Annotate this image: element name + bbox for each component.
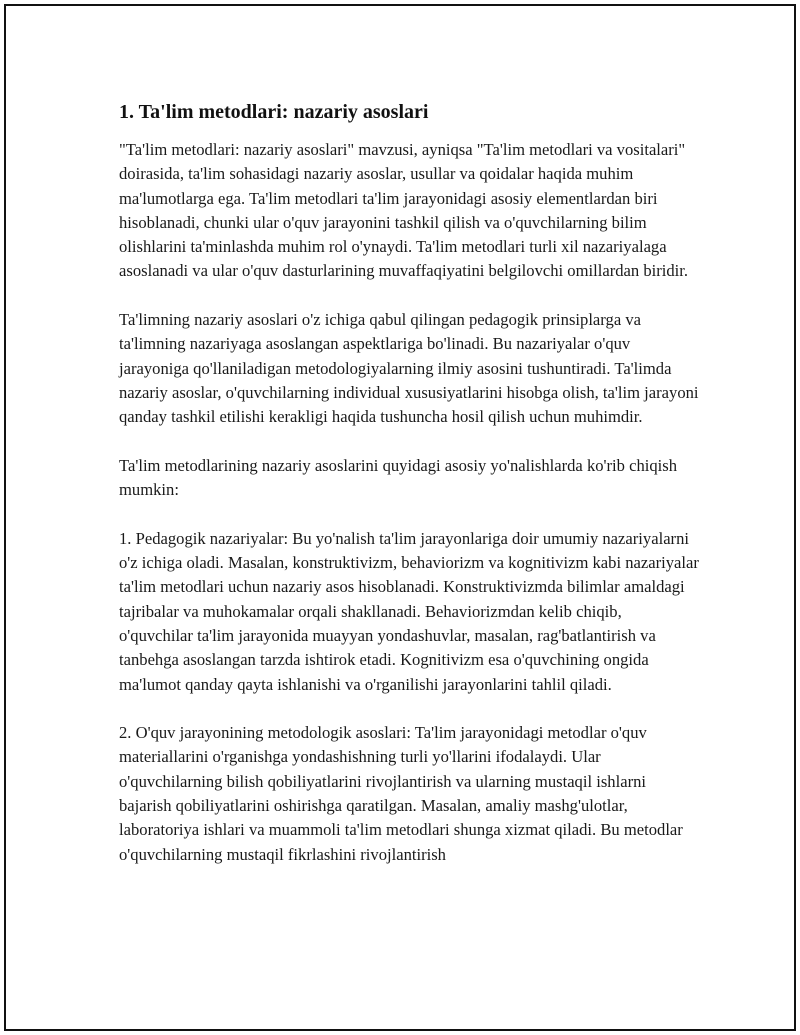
paragraph-pedagogical-theories: 1. Pedagogik nazariyalar: Bu yo'nalish ta'lim jarayonlariga doir umumiy nazariyalarni o'z ichiga oladi. Masalan, konstruktivizm, behaviorizm va kognitivizm kabi nazariyalar ta'lim metodlari uchun nazariy asos hisoblanadi. Konstruktivizmda bilimlar amaldagi tajribalar va muhokamalar orqali shakllanadi. Behaviorizmdan kelib chiqib, o'quvchilar ta'lim jarayonida muayyan yondashuvlar, masalan, rag'batlantirish va tanbehga asoslangan tarzda ishtirok etadi. Kognitivizm esa o'quvchining ongida ma'lumot qanday qayta ishlanishi va o'rganilishi jarayonlarini tahlil qiladi.: [119, 528, 699, 694]
section-heading: 1. Ta'lim metodlari: nazariy asoslari: [119, 101, 429, 123]
paragraph-directions: Ta'lim metodlarining nazariy asoslarini quyidagi asosiy yo'nalishlarda ko'rib chiqish mumkin:: [119, 455, 678, 500]
document-body: [119, 98, 699, 867]
page-frame: [4, 4, 796, 1031]
paragraph-intro: "Ta'lim metodlari: nazariy asoslari" mavzusi, ayniqsa "Ta'lim metodlari va vositalari" doirasida, ta'lim sohasidagi nazariy asoslar, usullar va qoidalar haqida muhim ma'lumotlarga ega. Ta'lim metodlari ta'lim jarayonidagi asosiy elementlardan biri hisoblanadi, chunki ular o'quv jarayonini tashkil qilish va o'quvchilarning bilim olishlarini ta'minlashda muhim rol o'ynaydi. Ta'lim metodlari turli xil nazariyalaga asoslanadi va ular o'quv dasturlarining muvaffaqiyatini belgilovchi omillardan biridir.: [119, 140, 689, 281]
paragraph-theory: Ta'limning nazariy asoslari o'z ichiga qabul qilingan pedagogik prinsiplarga va ta'limning nazariyaga asoslangan aspektlariga bo'linadi. Bu nazariyalar o'quv jarayoniga qo'llaniladigan metodologiyalarning ilmiy asosini tushuntiradi. Ta'limda nazariy asoslar, o'quvchilarning individual xususiyatlarini hisobga olish, ta'lim jarayoni qanday tashkil etilishi kerakligi haqida tushuncha hosil qilish uchun muhimdir.: [119, 310, 699, 427]
paragraph-methodological-basis: 2. O'quv jarayonining metodologik asoslari: Ta'lim jarayonidagi metodlar o'quv materiallarini o'rganishga yondashishning turli yo'llarini ifodalaydi. Ular o'quvchilarning bilish qobiliyatlarini rivojlantirish va ularning mustaqil ishlarni bajarish qobiliyatlarini oshirishga qaratilgan. Masalan, amaliy mashg'ulotlar, laboratoriya ishlari va muammoli ta'lim metodlari shunga xizmat qiladi. Bu metodlar o'quvchilarning mustaqil fikrlashini rivojlantirish: [119, 723, 683, 864]
